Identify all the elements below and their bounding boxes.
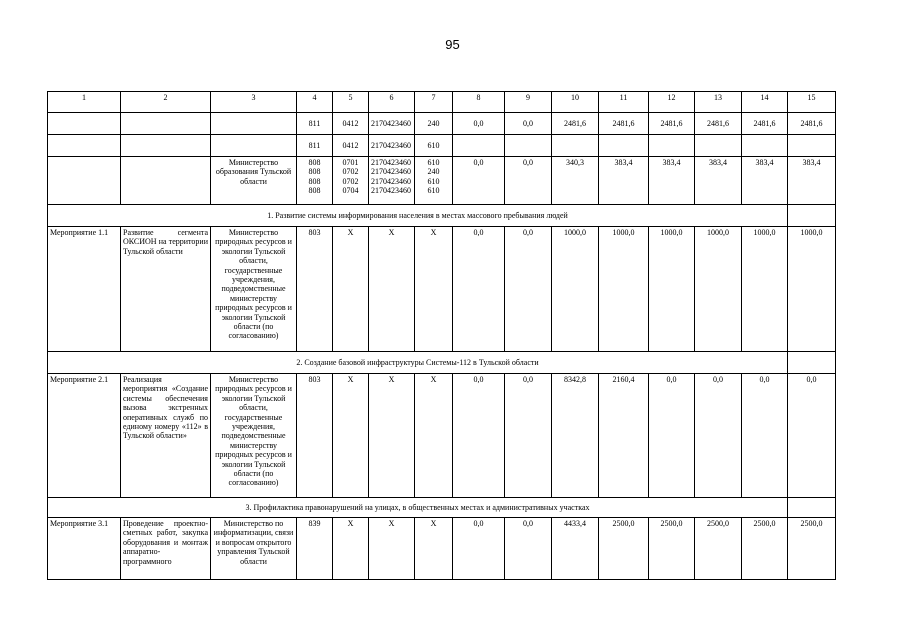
code-line: 808 <box>308 176 321 186</box>
table-cell <box>505 135 552 157</box>
section-row <box>48 498 836 518</box>
table-row <box>48 374 836 498</box>
table-cell: 0,0 <box>695 374 742 498</box>
header-cell: 10 <box>552 92 599 113</box>
code-line: 808 <box>308 186 321 196</box>
table-cell: 340,3 <box>552 157 599 205</box>
table-cell <box>48 113 121 135</box>
table-cell <box>788 352 836 374</box>
table-cell <box>369 157 415 205</box>
header-cell: 2 <box>121 92 211 113</box>
table-cell <box>788 205 836 227</box>
table-cell: 1000,0 <box>599 227 649 352</box>
table-cell <box>415 157 453 205</box>
table-cell <box>742 135 788 157</box>
budget-table <box>47 91 836 580</box>
table-cell: 0,0 <box>505 227 552 352</box>
code-line: 2170423460 <box>371 186 411 196</box>
section-row <box>48 205 836 227</box>
code-line: 610 <box>427 158 440 167</box>
header-cell: 5 <box>333 92 369 113</box>
table-cell: Х <box>333 518 369 580</box>
table-cell <box>695 135 742 157</box>
section-row <box>48 352 836 374</box>
section-title: 3. Профилактика правонарушений на улицах, в общественных местах и административных участках <box>48 498 788 518</box>
code-line: 0702 <box>342 167 359 177</box>
table-cell <box>211 135 297 157</box>
code-line: 0704 <box>342 186 359 196</box>
table-cell: Х <box>415 227 453 352</box>
table-cell: 2500,0 <box>695 518 742 580</box>
table-cell <box>333 157 369 205</box>
table-cell: Х <box>333 227 369 352</box>
header-cell: 1 <box>48 92 121 113</box>
table-row <box>48 135 836 157</box>
header-cell: 4 <box>297 92 333 113</box>
table-cell: Х <box>369 374 415 498</box>
table-cell: 383,4 <box>649 157 695 205</box>
table-cell: 2500,0 <box>742 518 788 580</box>
section-title: 2. Создание базовой инфраструктуры Системы-112 в Тульской области <box>48 352 788 374</box>
table-cell: Х <box>333 374 369 498</box>
header-cell: 6 <box>369 92 415 113</box>
table-cell <box>788 498 836 518</box>
table-cell: 811 <box>297 113 333 135</box>
table-cell <box>121 113 211 135</box>
table-cell: 839 <box>297 518 333 580</box>
code-line: 2170423460 <box>371 167 411 177</box>
table-cell: 2481,6 <box>649 113 695 135</box>
table-cell <box>121 135 211 157</box>
table-cell: Х <box>415 374 453 498</box>
table-cell: 2170423460 <box>369 135 415 157</box>
table-cell: 1000,0 <box>695 227 742 352</box>
table-cell: 2500,0 <box>788 518 836 580</box>
table-cell: 2481,6 <box>788 113 836 135</box>
table-cell: 2481,6 <box>695 113 742 135</box>
header-cell: 8 <box>453 92 505 113</box>
table-cell: Министерство образования Тульской области <box>211 157 297 205</box>
code-line: 808 <box>308 158 321 167</box>
code-line: 610 <box>427 186 440 196</box>
table-cell: 0,0 <box>453 374 505 498</box>
table-cell: 2160,4 <box>599 374 649 498</box>
code-line: 0702 <box>342 176 359 186</box>
table-cell: 383,4 <box>599 157 649 205</box>
table-cell: 0,0 <box>649 374 695 498</box>
header-cell: 12 <box>649 92 695 113</box>
table-cell <box>552 135 599 157</box>
measure-name: Развитие сегмента ОКСИОН на территории Тульской области <box>121 227 211 352</box>
table-cell: 240 <box>415 113 453 135</box>
code-line: 2170423460 <box>371 158 411 167</box>
header-cell: 13 <box>695 92 742 113</box>
table-cell: 4433,4 <box>552 518 599 580</box>
table-row <box>48 518 836 580</box>
table-cell: 2500,0 <box>649 518 695 580</box>
table-cell: 0,0 <box>505 113 552 135</box>
header-cell: 14 <box>742 92 788 113</box>
table-cell: 803 <box>297 227 333 352</box>
code-line: 240 <box>427 167 440 177</box>
table-cell: 383,4 <box>788 157 836 205</box>
table-cell: Х <box>415 518 453 580</box>
table-cell: 2481,6 <box>742 113 788 135</box>
section-title: 1. Развитие системы информирования населения в местах массового пребывания людей <box>48 205 788 227</box>
header-cell: 15 <box>788 92 836 113</box>
table-cell: 2481,6 <box>552 113 599 135</box>
table-cell: 811 <box>297 135 333 157</box>
header-cell: 11 <box>599 92 649 113</box>
table-cell: 1000,0 <box>742 227 788 352</box>
measure-name: Проведение проектно-сметных работ, закупка оборудования и монтаж аппаратно-программного <box>121 518 211 580</box>
table-cell <box>599 135 649 157</box>
table-cell: Х <box>369 227 415 352</box>
table-cell <box>297 157 333 205</box>
table-cell <box>48 135 121 157</box>
table-cell: 0412 <box>333 135 369 157</box>
table-cell: 2481,6 <box>599 113 649 135</box>
table-cell: 2500,0 <box>599 518 649 580</box>
table-row <box>48 157 836 205</box>
table-cell <box>453 135 505 157</box>
table-cell: 0412 <box>333 113 369 135</box>
table-cell <box>649 135 695 157</box>
table-cell <box>211 113 297 135</box>
table-cell: 610 <box>415 135 453 157</box>
table-cell: 1000,0 <box>788 227 836 352</box>
measure-id: Мероприятие 1.1 <box>48 227 121 352</box>
table-cell: 0,0 <box>453 227 505 352</box>
table-cell <box>788 135 836 157</box>
header-cell: 7 <box>415 92 453 113</box>
table-cell: 0,0 <box>453 518 505 580</box>
table-cell <box>48 157 121 205</box>
table-header-row <box>48 92 836 113</box>
table-cell: 0,0 <box>505 157 552 205</box>
measure-id: Мероприятие 3.1 <box>48 518 121 580</box>
table-row <box>48 227 836 352</box>
table-cell: 1000,0 <box>552 227 599 352</box>
code-line: 610 <box>427 176 440 186</box>
table-cell: Х <box>369 518 415 580</box>
responsible-org: Министерство по информатизации, связи и вопросам открытого управления Тульской области <box>211 518 297 580</box>
responsible-org: Министерство природных ресурсов и экологии Тульской области, государственные учреждения, подведомственные министерству природных ресурсов и экологии Тульской области (по согласованию) <box>211 227 297 352</box>
responsible-org: Министерство природных ресурсов и экологии Тульской области, государственные учреждения, подведомственные министерству природных ресурсов и экологии Тульской области (по согласованию) <box>211 374 297 498</box>
header-cell: 3 <box>211 92 297 113</box>
table-row <box>48 113 836 135</box>
table-cell: 0,0 <box>453 157 505 205</box>
code-line: 808 <box>308 167 321 177</box>
table-cell <box>121 157 211 205</box>
code-line: 0701 <box>342 158 359 167</box>
table-cell: 1000,0 <box>649 227 695 352</box>
table-cell: 2170423460 <box>369 113 415 135</box>
table-cell: 0,0 <box>505 374 552 498</box>
table-cell: 8342,8 <box>552 374 599 498</box>
table-cell: 0,0 <box>742 374 788 498</box>
table-cell: 0,0 <box>453 113 505 135</box>
table-cell: 0,0 <box>788 374 836 498</box>
header-cell: 9 <box>505 92 552 113</box>
page-number: 95 <box>445 37 460 52</box>
code-line: 2170423460 <box>371 176 411 186</box>
table-cell: 383,4 <box>742 157 788 205</box>
measure-id: Мероприятие 2.1 <box>48 374 121 498</box>
table-cell: 803 <box>297 374 333 498</box>
measure-name: Реализация мероприятия «Создание системы обеспечения вызова экстренных оперативных служб по единому номеру «112» в Тульской области» <box>121 374 211 498</box>
table-cell: 383,4 <box>695 157 742 205</box>
table-cell: 0,0 <box>505 518 552 580</box>
